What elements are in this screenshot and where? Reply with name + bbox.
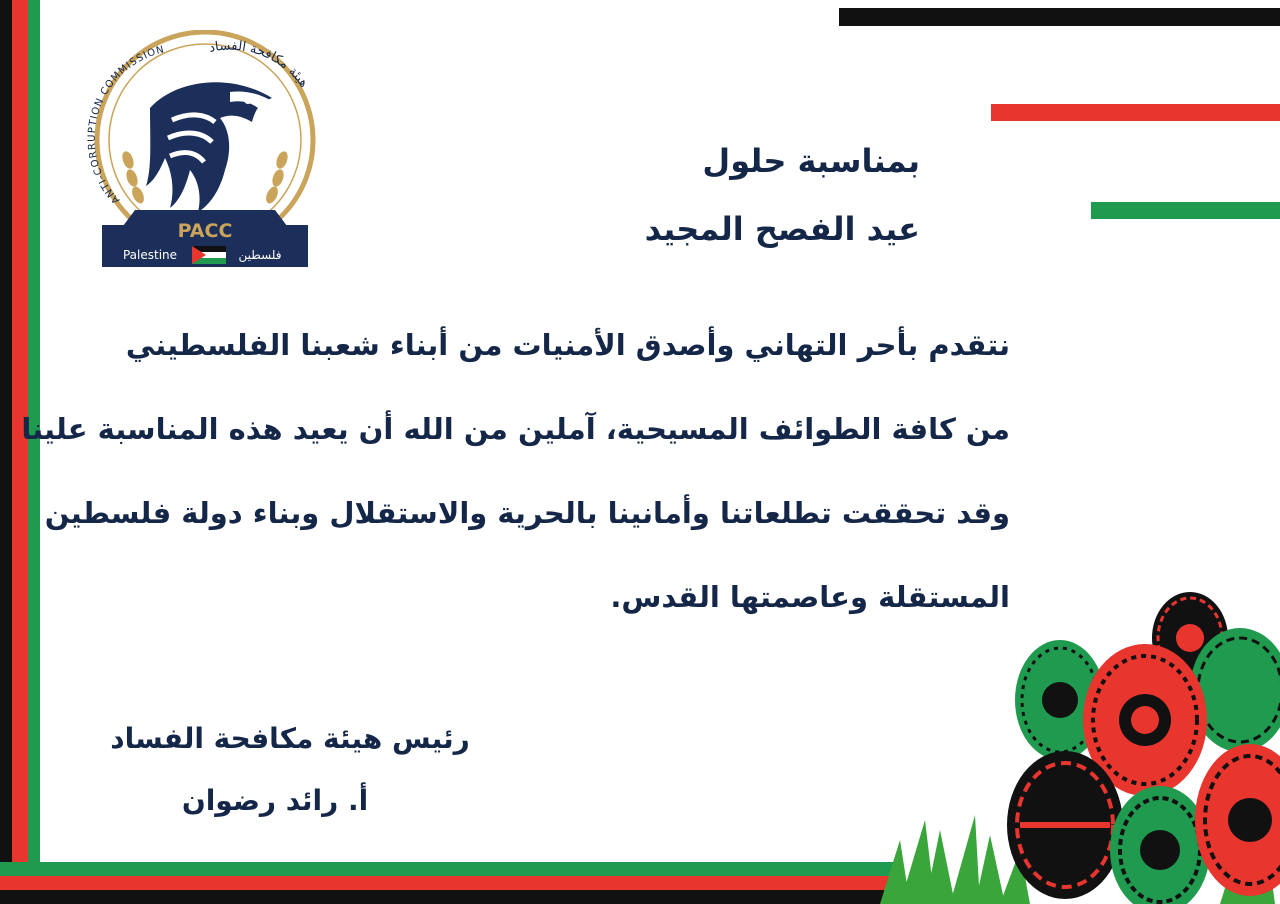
bottom-black-stripe xyxy=(0,890,900,904)
signature-name: أ. رائد رضوان xyxy=(181,784,369,817)
top-green-stripe xyxy=(1091,202,1280,219)
bottom-green-stripe xyxy=(0,862,900,876)
message-line: المستقلة وعاصمتها القدس. xyxy=(610,580,1010,614)
message-line: وقد تحققت تطلعاتنا وأمانينا بالحرية والاستقلال وبناء دولة فلسطين xyxy=(44,496,1010,530)
left-green-stripe xyxy=(28,0,40,904)
top-red-stripe xyxy=(991,104,1280,121)
heading-line-1: بمناسبة حلول xyxy=(702,142,920,180)
left-red-stripe xyxy=(12,0,28,904)
logo-country-en: Palestine xyxy=(122,248,178,262)
heading-line-2: عيد الفصح المجيد xyxy=(644,210,920,248)
easter-eggs-icon xyxy=(880,590,1280,904)
message-line: نتقدم بأحر التهاني وأصدق الأمنيات من أبناء شعبنا الفلسطيني xyxy=(125,328,1010,362)
logo-acronym: PACC xyxy=(177,220,233,242)
palestine-flag-icon xyxy=(192,246,226,264)
logo-country-ar: فلسطين xyxy=(238,248,282,262)
pacc-logo xyxy=(80,30,330,270)
left-black-stripe xyxy=(0,0,12,904)
logo-ring-text-en: ANTI-CORRUPTION COMMISSION xyxy=(86,44,167,206)
message-line: من كافة الطوائف المسيحية، آملين من الله أن يعيد هذه المناسبة علينا xyxy=(21,412,1010,446)
signature-title: رئيس هيئة مكافحة الفساد xyxy=(110,722,470,755)
bottom-red-stripe xyxy=(0,876,900,890)
top-black-stripe xyxy=(839,8,1280,26)
logo-ring-text-ar: هيئة مكافحة الفساد xyxy=(207,38,312,91)
